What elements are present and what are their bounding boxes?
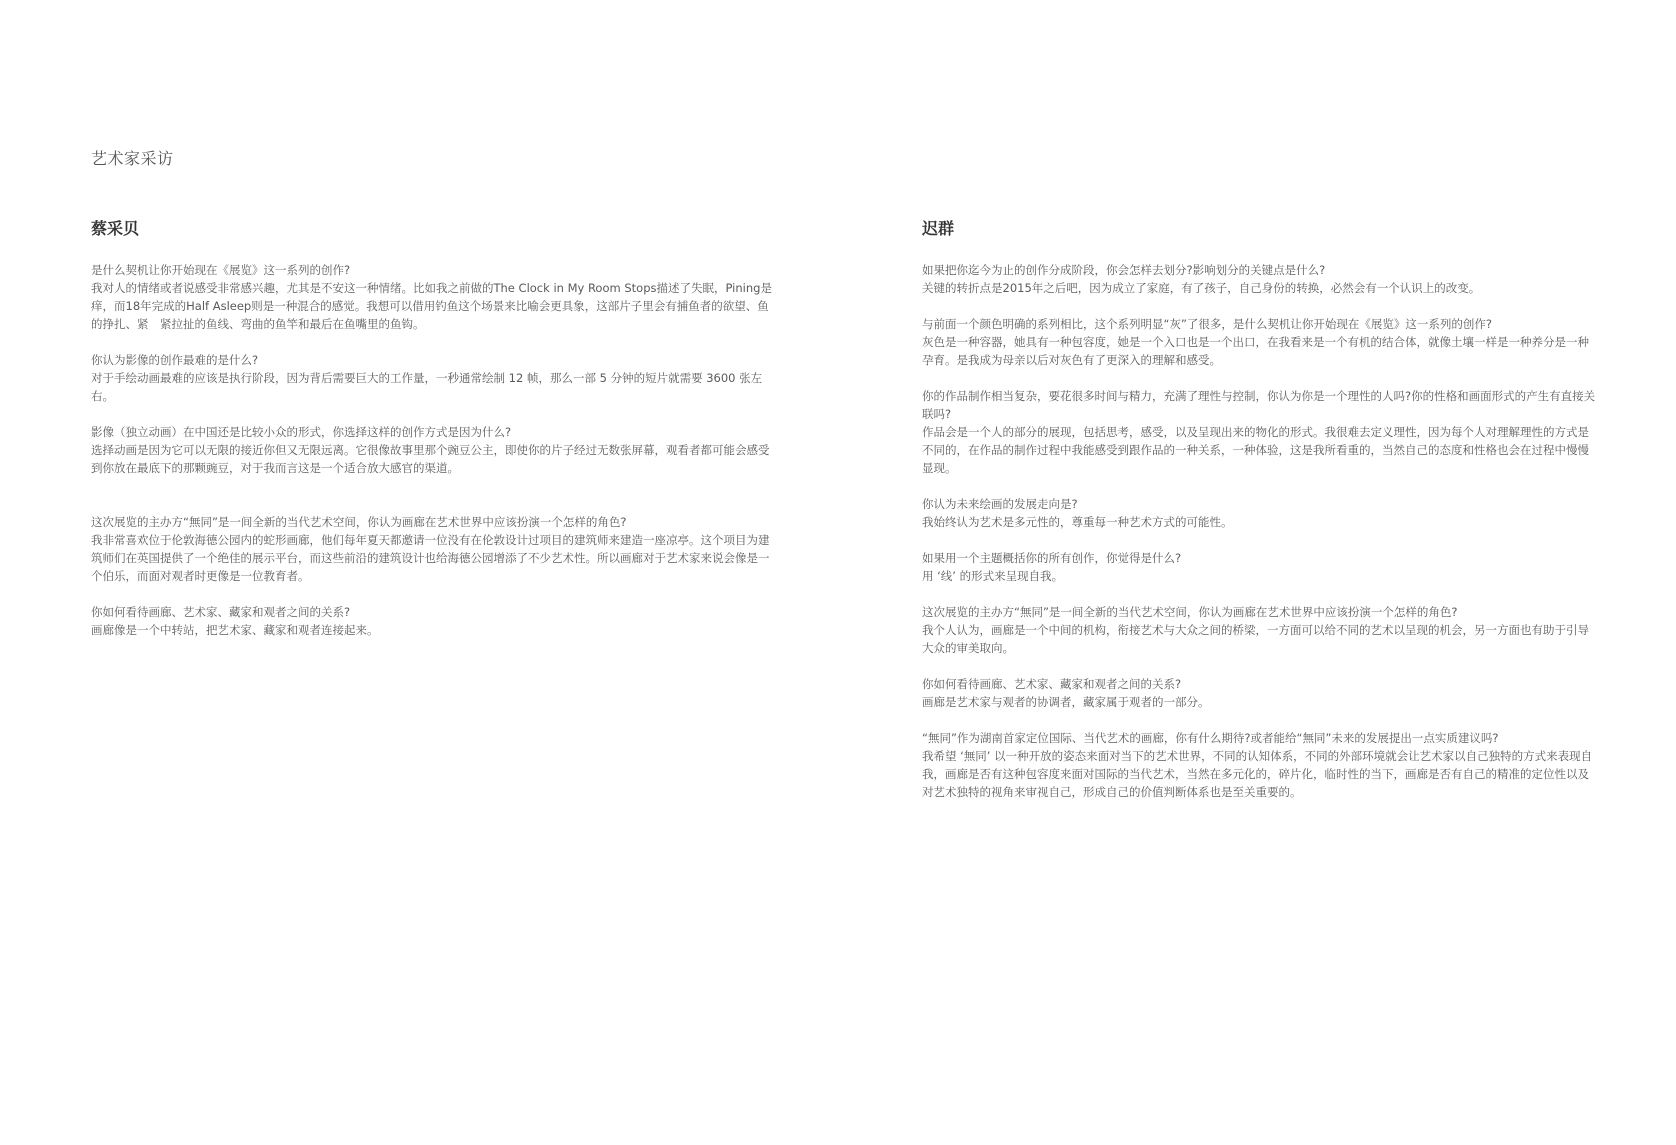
- answer: 灰色是一种容器，她具有一种包容度，她是一个入口也是一个出口，在我看来是一个有机的结合体，就像土壤一样是一种养分是一种孕育。是我成为母亲以后对灰色有了更深入的理解和感受。: [922, 335, 1589, 367]
- answer: 关键的转折点是2015年之后吧，因为成立了家庭，有了孩子，自己身份的转换，必然会有一个认识上的改变。: [922, 281, 1481, 295]
- qa-block: [91, 261, 777, 333]
- qa-block: [922, 495, 1598, 531]
- artist-column-right: [922, 217, 1598, 819]
- answer: 我希望 ‘無同’ 以一种开放的姿态来面对当下的艺术世界，不同的认知体系，不同的外部环境就会让艺术家以自己独特的方式来表现自我，画廊是否有这种包容度来面对国际的当代艺术，当然在多元化的，碎片化，临时性的当下，画廊是否有自己的精准的定位性以及对艺术独特的视角来审视自己，形成自己的价值判断体系也是至关重要的。: [922, 749, 1593, 799]
- artist-name: 蔡采贝: [91, 219, 140, 238]
- question: “無同”作为湖南首家定位国际、当代艺术的画廊，你有什么期待?或者能给“無同”未来的发展提出一点实质建议吗?: [922, 731, 1499, 745]
- question: 影像（独立动画）在中国还是比较小众的形式，你选择这样的创作方式是因为什么?: [91, 425, 512, 439]
- answer: 我非常喜欢位于伦敦海德公园内的蛇形画廊，他们每年夏天都邀请一位没有在伦敦设计过项目的建筑师来建造一座凉亭。这个项目为建筑师们在英国提供了一个绝佳的展示平台，而这些前沿的建筑设计也给海德公园增添了不少艺术性。所以画廊对于艺术家来说会像是一个伯乐，而面对观者时更像是一位教育者。: [91, 533, 770, 583]
- answer: 画廊是艺术家与观者的协调者，藏家属于观者的一部分。: [922, 695, 1210, 709]
- question: 如果用一个主题概括你的所有创作，你觉得是什么?: [922, 551, 1182, 565]
- question: 你如何看待画廊、艺术家、藏家和观者之间的关系?: [91, 605, 351, 619]
- artist-name: 迟群: [922, 219, 955, 238]
- qa-block: [922, 387, 1598, 477]
- question: 如果把你迄今为止的创作分成阶段，你会怎样去划分?影响划分的关键点是什么?: [922, 263, 1326, 277]
- answer: 我对人的情绪或者说感受非常感兴趣，尤其是不安这一种情绪。比如我之前做的The Clock in My Room Stops描述了失眠，Pining是痒，而18年完成的Half Asleep则是一种混合的感觉。我想可以借用钓鱼这个场景来比喻会更具象，这部片子里会有捕鱼者的欲望、鱼的挣扎、紧 紧拉扯的鱼线、弯曲的鱼竿和最后在鱼嘴里的鱼钩。: [91, 281, 772, 331]
- page-title: 艺术家采访: [91, 149, 174, 168]
- answer: 选择动画是因为它可以无限的接近你但又无限远离。它很像故事里那个豌豆公主，即使你的片子经过无数张屏幕，观看者都可能会感受到你放在最底下的那颗豌豆，对于我而言这是一个适合放大感官的渠道。: [91, 443, 770, 475]
- question: 你认为影像的创作最难的是什么?: [91, 353, 259, 367]
- qa-block: [922, 261, 1598, 297]
- question: 这次展览的主办方“無同”是一间全新的当代艺术空间，你认为画廊在艺术世界中应该扮演一个怎样的角色?: [91, 515, 627, 529]
- qa-block: [91, 603, 777, 639]
- question: 你认为未来绘画的发展走向是?: [922, 497, 1078, 511]
- qa-block: [922, 729, 1598, 801]
- question: 你如何看待画廊、艺术家、藏家和观者之间的关系?: [922, 677, 1182, 691]
- answer: 作品会是一个人的部分的展现，包括思考，感受，以及呈现出来的物化的形式。我很难去定义理性，因为每个人对理解理性的方式是不同的，在作品的制作过程中我能感受到跟作品的一种关系，一种体验，这是我所看重的，当然自己的态度和性格也会在过程中慢慢显现。: [922, 425, 1589, 475]
- question: 这次展览的主办方“無同”是一间全新的当代艺术空间，你认为画廊在艺术世界中应该扮演一个怎样的角色?: [922, 605, 1458, 619]
- answer: 我个人认为，画廊是一个中间的机构，衔接艺术与大众之间的桥梁，一方面可以给不同的艺术以呈现的机会，另一方面也有助于引导大众的审美取向。: [922, 623, 1589, 655]
- answer: 我始终认为艺术是多元性的，尊重每一种艺术方式的可能性。: [922, 515, 1233, 529]
- qa-block: [91, 351, 777, 405]
- answer: 对于手绘动画最难的应该是执行阶段，因为背后需要巨大的工作量，一秒通常绘制 12 帧，那么一部 5 分钟的短片就需要 3600 张左右。: [91, 371, 763, 403]
- question: 是什么契机让你开始现在《展览》这一系列的创作?: [91, 263, 351, 277]
- qa-block: [91, 423, 777, 477]
- qa-block: [922, 675, 1598, 711]
- question: 你的作品制作相当复杂，要花很多时间与精力，充满了理性与控制，你认为你是一个理性的人吗?你的性格和画面形式的产生有直接关联吗?: [922, 389, 1596, 421]
- qa-block: [922, 549, 1598, 585]
- answer: 画廊像是一个中转站，把艺术家、藏家和观者连接起来。: [91, 623, 379, 637]
- qa-block: [922, 603, 1598, 657]
- qa-block: [91, 513, 777, 585]
- artist-column-left: [91, 217, 777, 657]
- qa-block: [922, 315, 1598, 369]
- question: 与前面一个颜色明确的系列相比，这个系列明显“灰”了很多，是什么契机让你开始现在《展览》这一系列的创作?: [922, 317, 1493, 331]
- answer: 用 ‘线’ 的形式来呈现自我。: [922, 569, 1064, 583]
